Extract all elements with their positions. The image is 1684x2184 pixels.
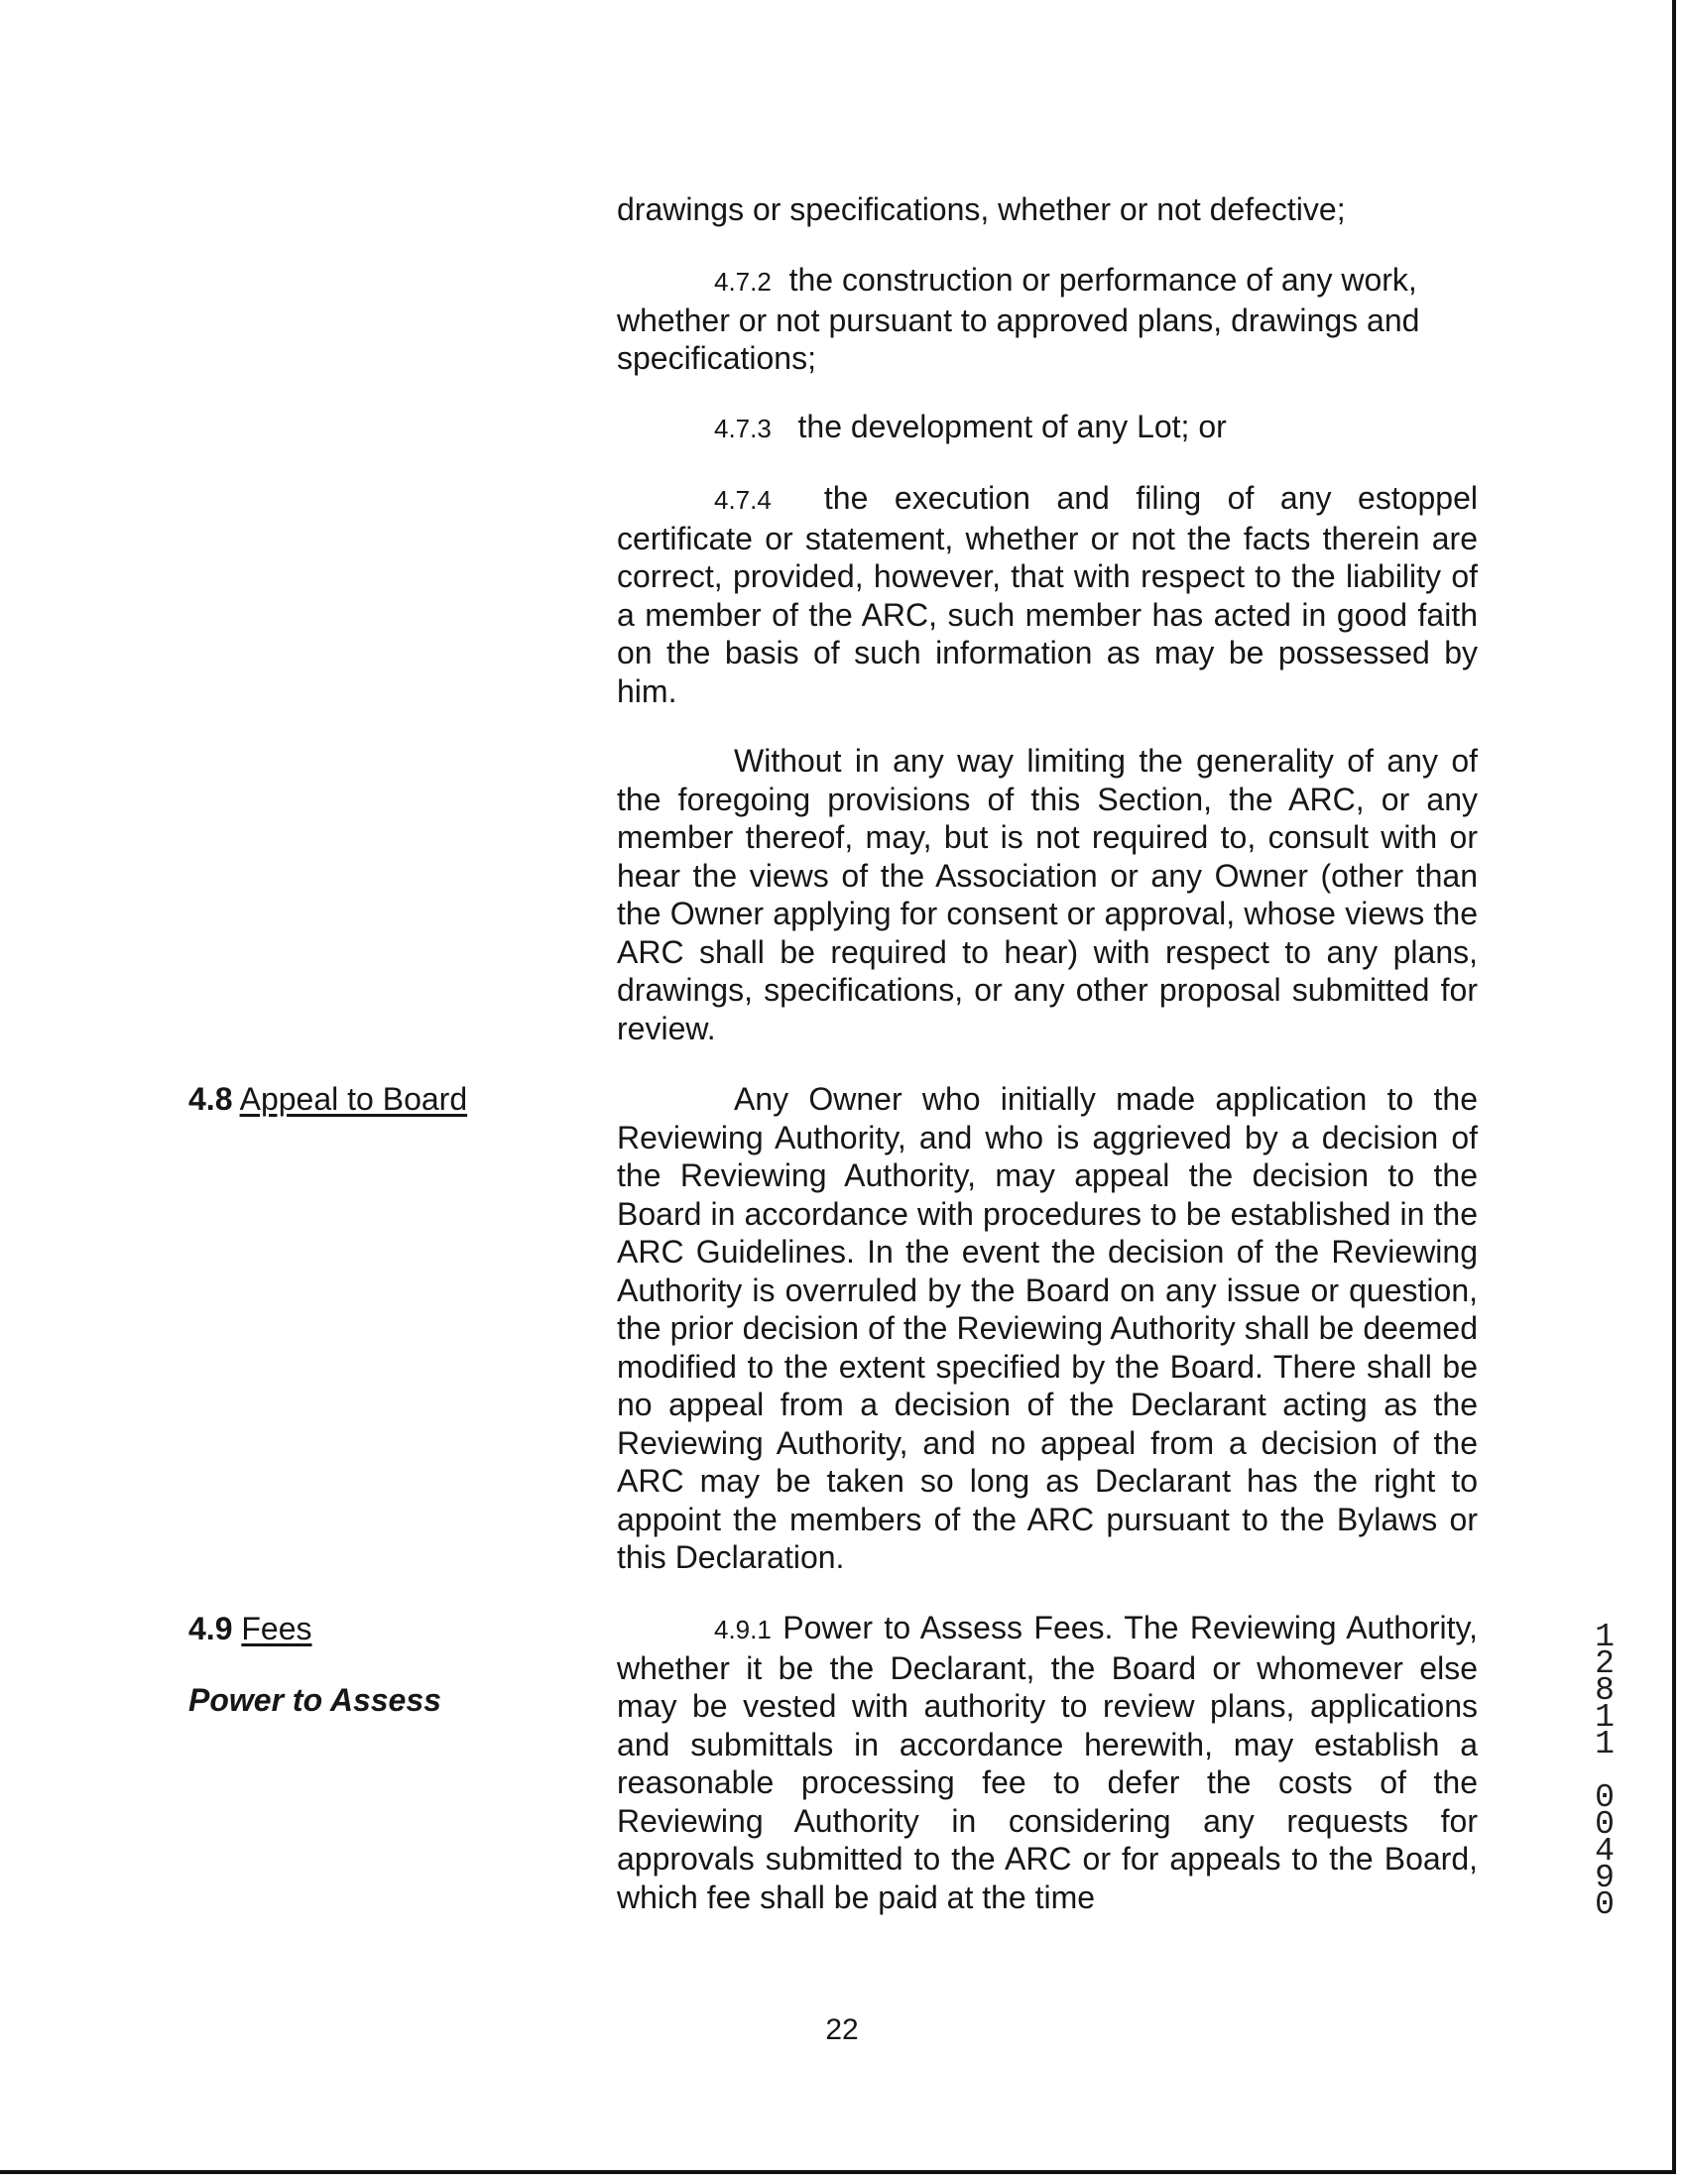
item-4-7-4 [617, 479, 1478, 710]
intro-paragraph [617, 190, 1478, 229]
item-text: the construction or performance of any work, whether or not pursuant to approved plans, drawings and specifications; [617, 262, 1420, 376]
item-4-7-3 [617, 408, 1478, 448]
scan-border-right [1672, 0, 1676, 2170]
item-number: 4.7.4 [714, 485, 772, 515]
intro-text: drawings or specifications, whether or not defective; [617, 191, 1346, 227]
section-4-8-heading [188, 1080, 467, 1118]
section-4-8-text: Any Owner who initially made application to the Reviewing Authority, and who is aggrieved by a decision of the Reviewing Authority, may appeal the decision to the Board in accordance with procedures to be established in the ARC Guidelines. In the event the decision of the Reviewing Authority is overruled by the Board on any issue or question, the prior decision of the Reviewing Authority shall be deemed modified to the extent specified by the Board. There shall be no appeal from a decision of the Declarant acting as the Reviewing Authority, and no appeal from a decision of the ARC may be taken so long as Declarant has the right to appoint the members of the ARC pursuant to the Bylaws or this Declaration. [617, 1081, 1478, 1575]
item-number: 4.7.3 [714, 414, 772, 443]
consult-paragraph [617, 742, 1478, 1047]
item-number: 4.7.2 [714, 267, 772, 297]
page-number: 22 [825, 2013, 859, 2046]
item-text: the development of any Lot; or [797, 409, 1227, 444]
item-4-7-2 [617, 261, 1478, 378]
section-4-9-1-text: Power to Assess Fees. The Reviewing Authority, whether it be the Declarant, the Board or whomever else may be vested with authority to review plans, applications and submittals in accordance herewith, may establish a reasonable processing fee to defer the costs of the Reviewing Authority in considering any requests for approvals submitted to the ARC or for appeals to the Board, which fee shall be paid at the time [617, 1610, 1479, 1915]
section-4-8-paragraph [617, 1080, 1478, 1577]
recording-stamp-text: 1 2 8 1 1 0 0 4 9 0 [1595, 1619, 1615, 1923]
power-to-assess-subheading: Power to Assess [188, 1682, 441, 1718]
section-title: Appeal to Board [239, 1081, 468, 1117]
section-4-9-heading [188, 1610, 312, 1647]
consult-text: Without in any way limiting the generality of any of the foregoing provisions of this Section, the ARC, or any member thereof, may, but is not required to, consult with or hear the views of the Association or any Owner (other than the Owner applying for consent or approval, whose views the ARC shall be required to hear) with respect to any plans, drawings, specifications, or any other proposal submitted for review. [617, 743, 1478, 1046]
item-number: 4.9.1 [714, 1615, 772, 1644]
section-number: 4.9 [188, 1611, 233, 1646]
section-title: Fees [241, 1611, 312, 1646]
scan-border-bottom [0, 2170, 1676, 2174]
section-number: 4.8 [188, 1081, 233, 1117]
recording-stamp [1591, 1597, 1619, 1923]
item-text: the execution and filing of any estoppel certificate or statement, whether or not the facts therein are correct, provided, however, that with respect to the liability of a member of the ARC, such member has acted in good faith on the basis of such information as may be possessed by him. [617, 480, 1479, 709]
section-4-9-1-paragraph [617, 1609, 1478, 1916]
